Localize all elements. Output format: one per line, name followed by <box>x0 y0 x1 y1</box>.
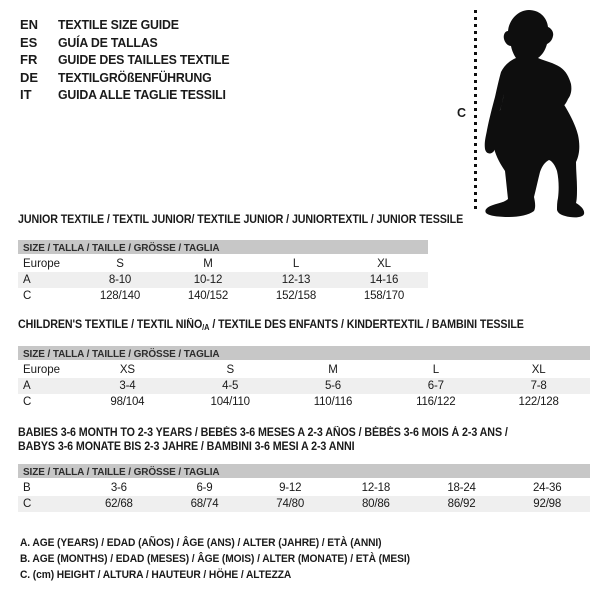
table-row <box>18 256 428 272</box>
cell: 4-5 <box>222 380 239 392</box>
cell: 18-24 <box>447 482 476 494</box>
title-segment: CHILDREN'S TEXTILE / TEXTIL NIÑO <box>18 318 203 331</box>
cell: XL <box>531 364 546 376</box>
size-header-text: SIZE / TALLA / TAILLE / GRÖSSE / TAGLIA <box>23 348 220 360</box>
language-code: ES <box>20 34 38 50</box>
babies-textile-table <box>18 480 590 512</box>
table-title <box>18 427 590 454</box>
size-header-bar <box>18 346 590 360</box>
table-row <box>18 480 590 496</box>
row-label: C <box>23 289 32 302</box>
language-code: DE <box>20 69 39 85</box>
cell: 8-10 <box>108 273 132 286</box>
cell: 12-18 <box>361 482 391 494</box>
cell: 10-12 <box>193 273 223 286</box>
table-row <box>18 378 590 394</box>
language-code: FR <box>20 52 38 67</box>
table-title <box>18 214 590 228</box>
table-title-line <box>18 441 550 455</box>
title-segment: BABYS 3-6 MONATE BIS 2-3 JAHRE / BAMBINI 3-6 MESI A 2-3 ANNI <box>18 440 355 453</box>
cell: M <box>203 257 213 270</box>
table-title-line <box>18 427 550 441</box>
cell: L <box>432 364 439 376</box>
toddler-silhouette-image <box>481 8 586 218</box>
row-label: A <box>23 273 31 286</box>
language-row <box>20 69 238 87</box>
cell: XS <box>119 364 135 376</box>
row-label: Europe <box>23 257 61 270</box>
cell: M <box>328 364 338 376</box>
cell: 110/116 <box>313 396 353 408</box>
cell: S <box>116 257 124 270</box>
title-segment: / TEXTILE DES ENFANTS / KINDERTEXTIL / BAMBINI TESSILE <box>209 318 524 331</box>
cell: 86/92 <box>447 498 476 510</box>
table-title-line <box>18 319 550 335</box>
language-title: GUIDA ALLE TAGLIE TESSILI <box>58 87 226 102</box>
cell: 122/128 <box>518 396 559 408</box>
cell: 6-7 <box>427 380 444 392</box>
cell: 98/104 <box>110 396 145 408</box>
cell: 152/158 <box>275 289 317 302</box>
size-header-text: SIZE / TALLA / TAILLE / GRÖSSE / TAGLIA <box>23 466 220 478</box>
cell: 74/80 <box>276 498 305 510</box>
height-dotted-line <box>474 10 477 212</box>
footnote-line: A. AGE (YEARS) / EDAD (AÑOS) / ÂGE (ANS) / ALTER (JAHRE) / ETÀ (ANNI) <box>20 537 382 549</box>
table-row <box>18 272 428 288</box>
table-row <box>18 288 428 304</box>
language-list <box>20 16 238 104</box>
language-title: TEXTILGRÖßENFÜHRUNG <box>58 69 212 85</box>
size-header-text: SIZE / TALLA / TAILLE / GRÖSSE / TAGLIA <box>23 241 220 254</box>
cell: 14-16 <box>369 273 399 286</box>
cell: 62/68 <box>104 498 133 510</box>
cell: 116/122 <box>416 396 456 408</box>
junior-textile-table <box>18 256 428 304</box>
table-row <box>18 362 590 378</box>
language-row <box>20 16 238 34</box>
size-tables <box>18 214 590 527</box>
table-title-line <box>18 214 550 228</box>
language-code: IT <box>20 87 32 102</box>
language-code: EN <box>20 17 39 32</box>
footnote-line: B. AGE (MONTHS) / EDAD (MESES) / ÂGE (MOIS) / ALTER (MONATE) / ETÀ (MESI) <box>20 553 410 565</box>
language-row <box>20 51 238 69</box>
row-label: Europe <box>23 364 61 376</box>
size-header-bar <box>18 240 428 254</box>
height-figure <box>455 8 595 220</box>
table-title <box>18 319 590 335</box>
language-title: TEXTILE SIZE GUIDE <box>58 17 179 32</box>
cell: 128/140 <box>99 289 141 302</box>
table-row <box>18 496 590 512</box>
row-label: C <box>23 396 32 408</box>
cell: XL <box>377 257 391 270</box>
cell: 3-6 <box>110 482 127 494</box>
cell: 140/152 <box>187 289 229 302</box>
size-header-bar <box>18 464 590 478</box>
footnotes <box>20 535 439 583</box>
cell: 9-12 <box>279 482 302 494</box>
junior-textile-section <box>18 214 590 304</box>
row-label: A <box>23 380 31 392</box>
babies-textile-section <box>18 427 590 512</box>
cell: 158/170 <box>363 289 405 302</box>
title-segment: JUNIOR TEXTILE / TEXTIL JUNIOR/ TEXTILE JUNIOR / JUNIORTEXTIL / JUNIOR TESSILE <box>18 214 464 226</box>
height-measure-label: C <box>457 106 467 120</box>
language-row <box>20 34 238 52</box>
row-label: B <box>23 482 31 494</box>
title-segment: /A <box>202 322 210 332</box>
row-label: C <box>23 498 32 510</box>
language-row <box>20 86 238 104</box>
childrens-textile-section <box>18 319 590 411</box>
cell: 5-6 <box>324 380 341 392</box>
cell: 92/98 <box>533 498 562 510</box>
title-segment: BABIES 3-6 MONTH TO 2-3 YEARS / BEBÉS 3-6 MESES A 2-3 AÑOS / BÉBÉS 3-6 MOIS À 2-3 ANS / <box>18 427 508 439</box>
cell: L <box>292 257 300 270</box>
cell: 7-8 <box>530 380 547 392</box>
cell: 24-36 <box>532 482 562 494</box>
language-title: GUÍA DE TALLAS <box>58 34 158 50</box>
cell: 68/74 <box>190 498 219 510</box>
cell: S <box>226 364 234 376</box>
table-row <box>18 394 590 410</box>
language-title: GUIDE DES TAILLES TEXTILE <box>58 52 230 67</box>
cell: 104/110 <box>210 396 250 408</box>
childrens-textile-table <box>18 362 590 410</box>
cell: 12-13 <box>281 273 311 286</box>
cell: 3-4 <box>119 380 136 392</box>
cell: 6-9 <box>196 482 213 494</box>
cell: 80/86 <box>361 498 390 510</box>
footnote-line: C. (cm) HEIGHT / ALTURA / HAUTEUR / HÖHE / ALTEZZA <box>20 569 292 581</box>
